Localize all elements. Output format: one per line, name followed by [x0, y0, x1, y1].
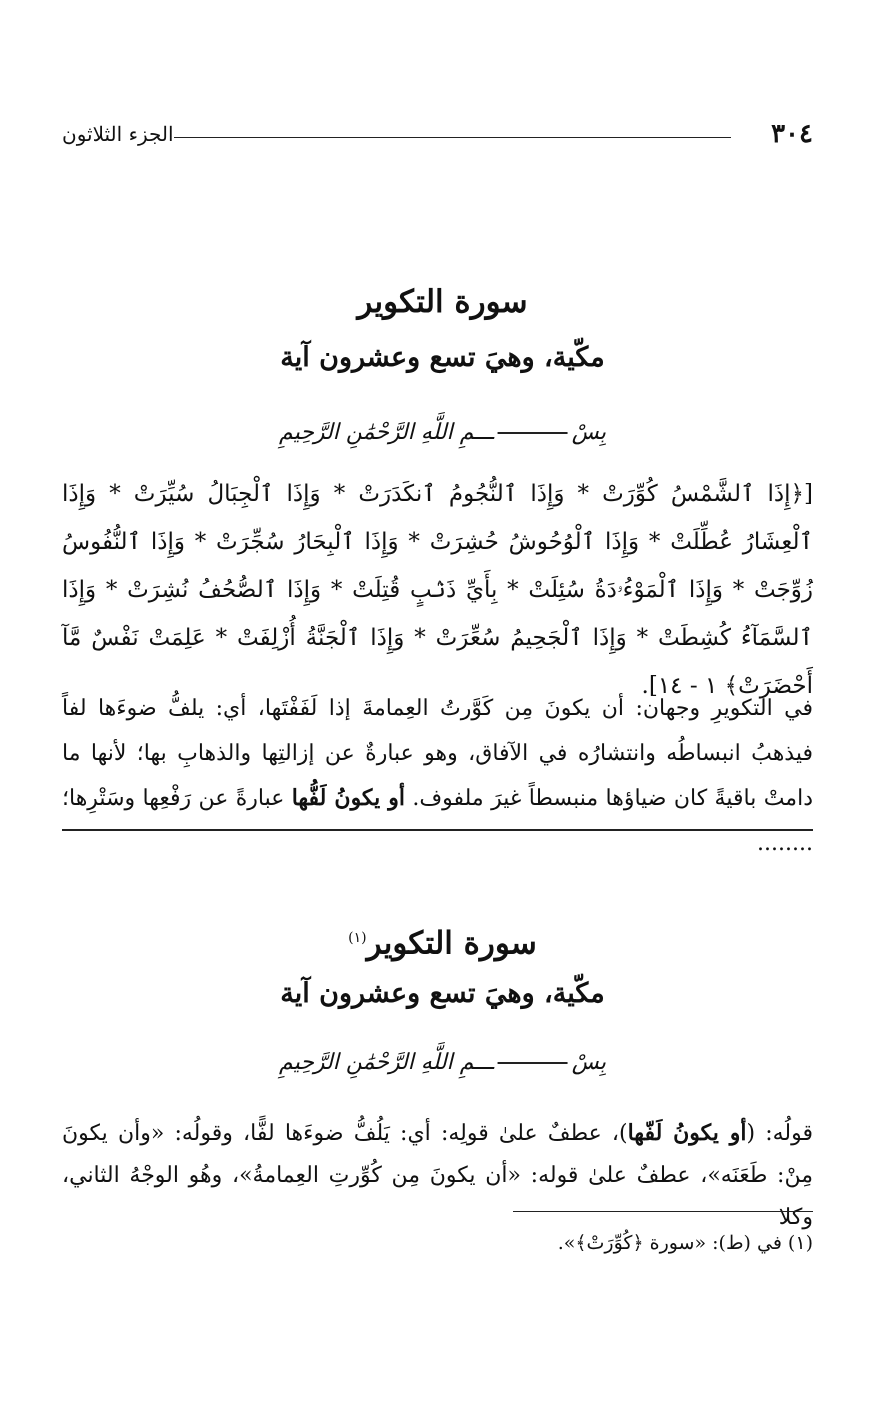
- tafsir-bold-phrase: أو يكونُ لَفُّها: [291, 785, 405, 811]
- page-number: ٣٠٤: [771, 119, 813, 149]
- basmala-calligraphy: [279, 418, 606, 448]
- tafsir-lead: في التكويرِ وجهان: أن يكونَ مِن كَوَّرتُ العِمامةَ إذا لَفَفْتَها، أي: يلفُّ ضوءَها لفاً فيذهبُ انبساطُه وانتشارُه في الآفاق، وهو عبارةٌ عن إزالتِها والذهابِ بها؛ لأنها ما دامتْ باقيةً كان ضياؤها منبسطاً غيرَ ملفوف.: [62, 696, 813, 811]
- basmala-end: ـــمِ اللَّهِ الرَّحْمَٰنِ الرَّحِيمِ: [279, 420, 494, 445]
- quran-verses: [﴿إِذَا ٱلشَّمْسُ كُوِّرَتْ * وَإِذَا ٱلنُّجُومُ ٱنكَدَرَتْ * وَإِذَا ٱلْجِبَالُ سُيِّرَتْ * وَإِذَا ٱلْعِشَارُ عُطِّلَتْ * وَإِذَا ٱلْوُحُوشُ حُشِرَتْ * وَإِذَا ٱلْبِحَارُ سُجِّرَتْ * وَإِذَا ٱلنُّفُوسُ زُوِّجَتْ * وَإِذَا ٱلْمَوْءُۥدَةُ سُئِلَتْ * بِأَيِّ ذَنۢبٍ قُتِلَتْ * وَإِذَا ٱلصُّحُفُ نُشِرَتْ * وَإِذَا ٱلسَّمَآءُ كُشِطَتْ * وَإِذَا ٱلْجَحِيمُ سُعِّرَتْ * وَإِذَا ٱلْجَنَّةُ أُزْلِفَتْ * عَلِمَتْ نَفْسٌ مَّآ أَحْضَرَتْ﴾ ١ - ١٤].: [62, 481, 813, 699]
- basmala-stroke: [498, 1062, 568, 1064]
- header-rule: [174, 137, 731, 138]
- tafsir-tail: عبارةً عن رَفْعِها وسَتْرِها؛ ........: [62, 786, 813, 856]
- hashiya-bold-phrase: أو يكونُ لَفّها: [627, 1120, 747, 1146]
- tafsir-paragraph: [62, 686, 813, 866]
- footnote-rule: [513, 1211, 813, 1212]
- hashiya-title-text: سورة التكوير: [366, 925, 537, 962]
- basmala-stroke: [498, 432, 568, 434]
- surah-title: سورة التكوير: [357, 284, 528, 320]
- hashiya-prefix: قولُه: (: [746, 1121, 813, 1146]
- hashiya-rest: )، عطفٌ علىٰ قولِه: أي: يَلُفُّ ضوءَها لفًّا، وقولُه: «وأن يكونَ مِنْ: طَعَنَه»، عطفٌ علىٰ قوله: «أن يكونَ مِن كُوِّرتِ العِمامةُ»، وهُو الوجْهُ الثاني، وكلا: [62, 1121, 813, 1230]
- basmala-start: بِسْ: [571, 420, 606, 445]
- footnote-marker: (١): [348, 930, 367, 946]
- surah-subtitle: مكّية، وهيَ تسع وعشرون آية: [280, 342, 605, 373]
- running-header: [62, 118, 813, 154]
- basmala-start: بِسْ: [571, 1050, 606, 1075]
- hashiya-paragraph: [62, 1112, 813, 1239]
- section-separator: [62, 829, 813, 831]
- hashiya-surah-subtitle: مكّية، وهيَ تسع وعشرون آية: [280, 978, 605, 1009]
- basmala-end: ـــمِ اللَّهِ الرَّحْمَٰنِ الرَّحِيمِ: [279, 1050, 494, 1075]
- footnote-text: (١) في (ط): «سورة ﴿كُوِّرَتْ﴾».: [557, 1232, 813, 1254]
- part-title: الجزء الثلاثون: [62, 122, 174, 146]
- hashiya-basmala-calligraphy: [279, 1048, 606, 1078]
- hashiya-surah-title: [0, 918, 885, 963]
